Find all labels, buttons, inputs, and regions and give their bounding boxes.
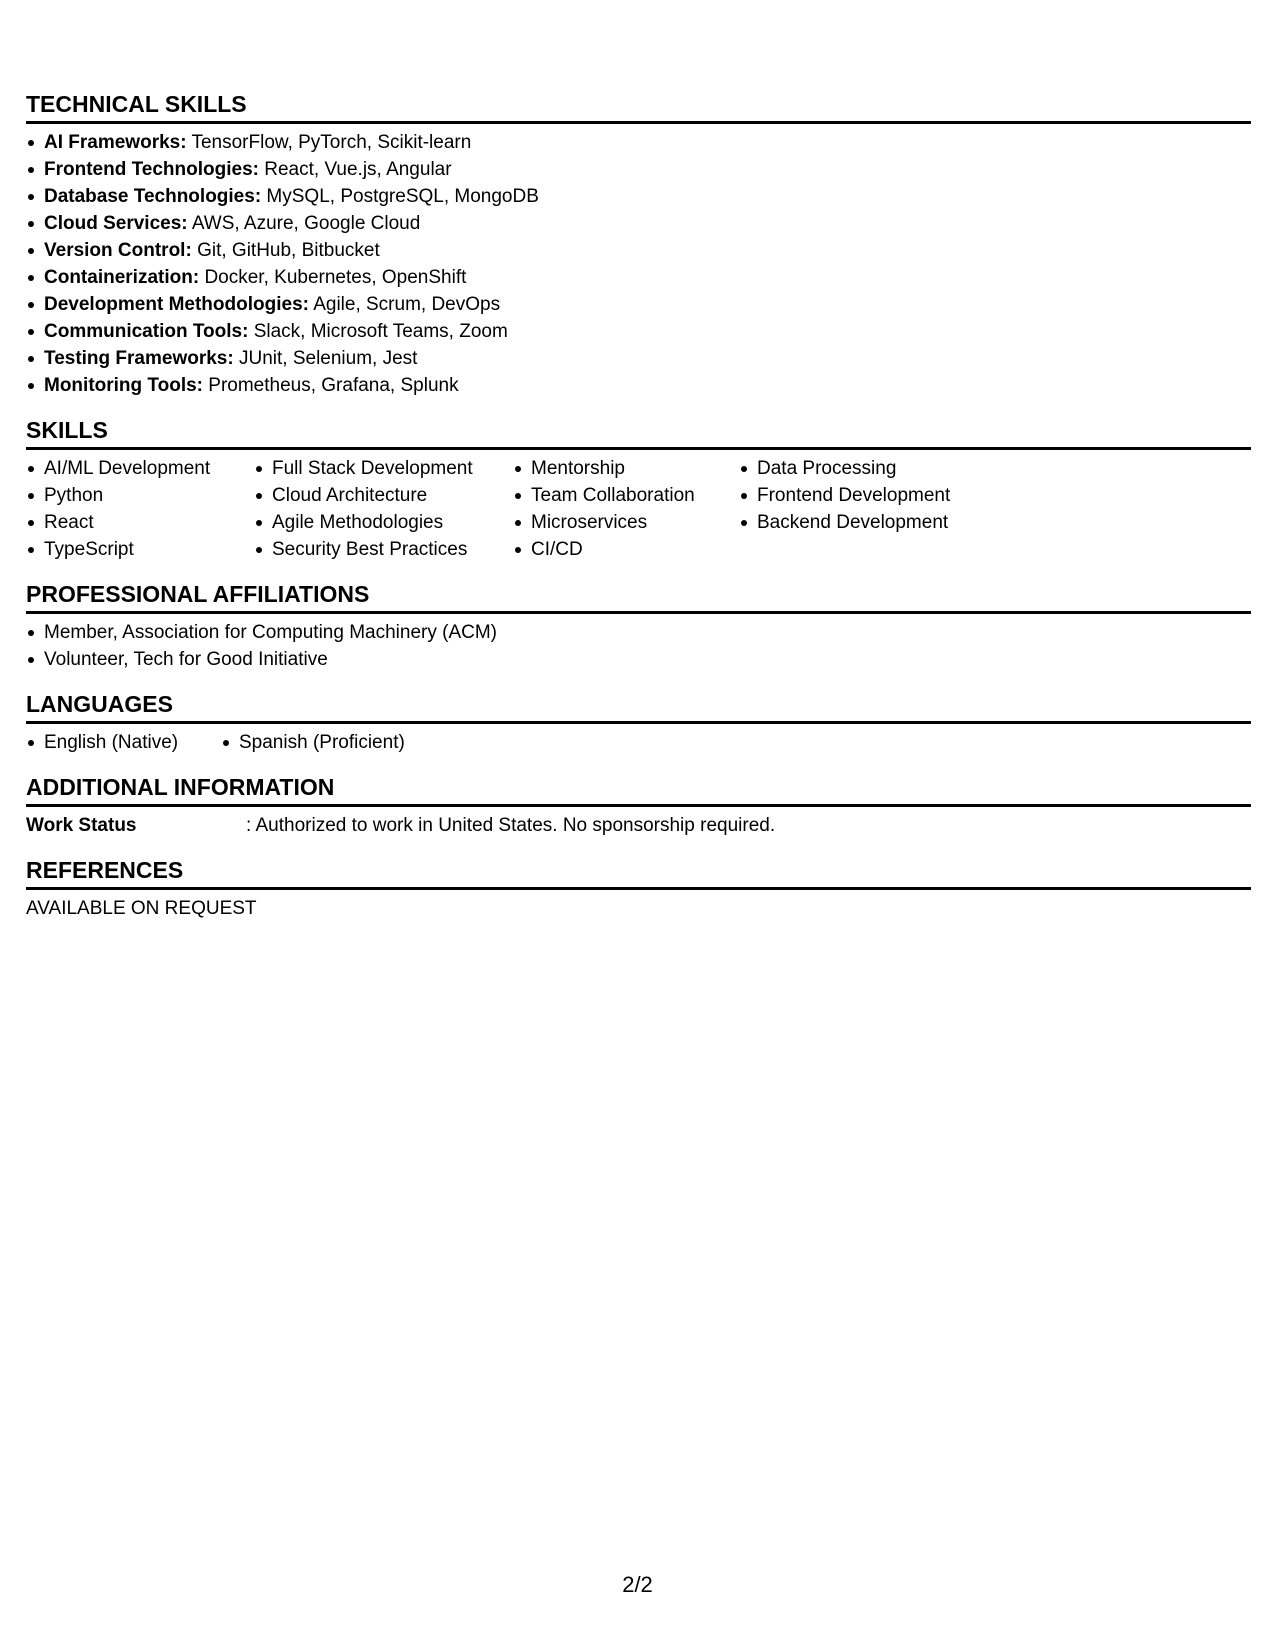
list-item: Cloud Architecture [272,482,513,509]
list-item: Version Control: Git, GitHub, Bitbucket [44,237,1251,264]
list-item: Security Best Practices [272,536,513,563]
list-item: Backend Development [757,509,997,536]
work-status-value: : Authorized to work in United States. No sponsorship required. [246,815,776,836]
skills-column [254,455,513,563]
section-title-references: REFERENCES [26,856,1251,890]
section-title-skills: SKILLS [26,416,1251,450]
skills-column [513,455,739,563]
skills-column [26,455,254,563]
list-item: Containerization: Docker, Kubernetes, OpenShift [44,264,1251,291]
list-item: Database Technologies: MySQL, PostgreSQL, MongoDB [44,183,1251,210]
languages-section [26,690,1251,756]
skills-grid [26,455,1251,563]
list-item: Member, Association for Computing Machinery (ACM) [44,619,1251,646]
list-item: English (Native) [44,729,221,756]
list-item: AI Frameworks: TensorFlow, PyTorch, Scikit-learn [44,129,1251,156]
list-item: AI/ML Development [44,455,254,482]
list-item: React [44,509,254,536]
list-item: Volunteer, Tech for Good Initiative [44,646,1251,673]
list-item: Python [44,482,254,509]
technical-skills-section [26,90,1251,399]
skills-section [26,416,1251,563]
section-title-technical-skills: TECHNICAL SKILLS [26,90,1251,124]
languages-row [26,729,1251,756]
additional-info-section [26,773,1251,839]
section-title-languages: LANGUAGES [26,690,1251,724]
list-item: Testing Frameworks: JUnit, Selenium, Jest [44,345,1251,372]
list-item: Cloud Services: AWS, Azure, Google Cloud [44,210,1251,237]
list-item: Mentorship [531,455,739,482]
work-status-label: Work Status [26,815,137,836]
references-section [26,856,1251,922]
list-item: CI/CD [531,536,739,563]
languages-list [221,729,405,756]
list-item: Data Processing [757,455,997,482]
list-item: Monitoring Tools: Prometheus, Grafana, Splunk [44,372,1251,399]
technical-skills-list [26,129,1251,399]
list-item: Development Methodologies: Agile, Scrum, DevOps [44,291,1251,318]
resume-page [26,90,1251,922]
list-item: Microservices [531,509,739,536]
list-item: Frontend Development [757,482,997,509]
list-item: Full Stack Development [272,455,513,482]
references-text: AVAILABLE ON REQUEST [26,898,257,919]
section-title-additional-info: ADDITIONAL INFORMATION [26,773,1251,807]
list-item: Team Collaboration [531,482,739,509]
work-status-row [26,812,1251,839]
section-title-affiliations: PROFESSIONAL AFFILIATIONS [26,580,1251,614]
list-item: TypeScript [44,536,254,563]
affiliations-section [26,580,1251,673]
list-item: Frontend Technologies: React, Vue.js, Angular [44,156,1251,183]
affiliations-list [26,619,1251,673]
list-item: Agile Methodologies [272,509,513,536]
page-number: 2/2 [622,1572,653,1597]
list-item: Spanish (Proficient) [239,729,405,756]
languages-list [26,729,221,756]
list-item: Communication Tools: Slack, Microsoft Teams, Zoom [44,318,1251,345]
skills-column [739,455,997,563]
